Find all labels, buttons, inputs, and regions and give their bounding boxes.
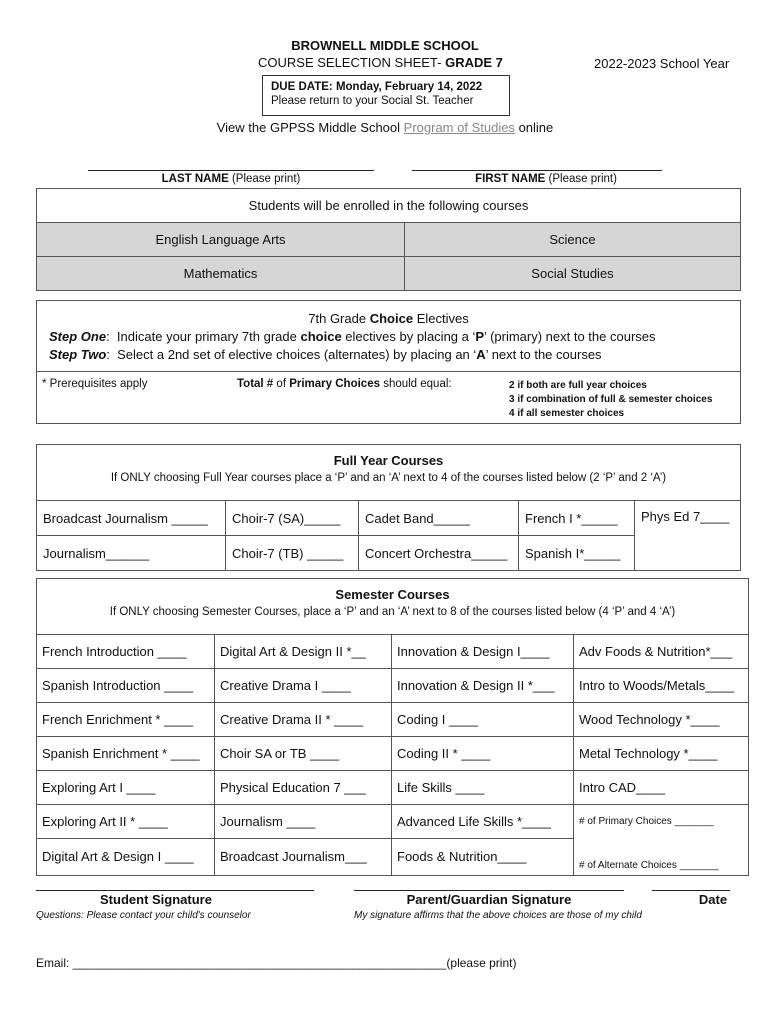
- course-option[interactable]: French Enrichment * ____: [37, 703, 215, 737]
- step-one-text-a: Indicate your primary 7th grade: [116, 329, 297, 344]
- email-field[interactable]: ________________________________________________________: [72, 956, 447, 970]
- step-two-text-a: Select a 2nd set of elective choices (alternates) by placing an ‘: [117, 347, 477, 362]
- course-option[interactable]: Digital Art & Design II *__: [215, 635, 392, 669]
- enrolled-courses-table: [36, 188, 741, 291]
- first-name-field[interactable]: [412, 156, 662, 171]
- course-option[interactable]: Spanish I*_____: [519, 536, 635, 571]
- course-option[interactable]: Choir-7 (SA)_____: [226, 501, 359, 536]
- step-one-p: P: [475, 329, 485, 344]
- first-name-label: [412, 173, 680, 185]
- course-option[interactable]: Metal Technology *____: [574, 737, 749, 771]
- course-option[interactable]: Coding II * ____: [392, 737, 574, 771]
- semester-instructions: If ONLY choosing Semester Courses, place a ‘P’ and an ‘A’ next to 8 of the courses listed below (4 ‘P’ and 4 ‘A’): [109, 606, 676, 618]
- total-choices-label: [237, 378, 452, 390]
- course-option[interactable]: Innovation & Design II *___: [392, 669, 574, 703]
- course-option[interactable]: Wood Technology *____: [574, 703, 749, 737]
- step-two: Step Two: Select a 2nd set of elective choices (alternates) by placing an ‘A’ next to the courses: [49, 347, 602, 362]
- rule-item: 2 if both are full year choices: [509, 380, 647, 391]
- course-option[interactable]: Digital Art & Design I ____: [37, 839, 215, 876]
- course-option[interactable]: Life Skills ____: [392, 771, 574, 805]
- course-option[interactable]: Broadcast Journalism___: [215, 839, 392, 876]
- course-option[interactable]: Intro to Woods/Metals____: [574, 669, 749, 703]
- course-option[interactable]: French I *_____: [519, 501, 635, 536]
- date-field[interactable]: [652, 876, 730, 891]
- step-one-bold: choice: [300, 329, 342, 344]
- full-year-courses-table: [36, 444, 741, 571]
- electives-title: [37, 311, 740, 326]
- total-rest: should equal:: [383, 378, 452, 390]
- first-name-label-note: (Please print): [548, 173, 617, 185]
- grade-label: GRADE 7: [445, 55, 503, 70]
- step-one: Step One: Indicate your primary 7th grade choice electives by placing a ‘P’ (primary) next to the courses: [49, 329, 656, 344]
- course-option[interactable]: Creative Drama I ____: [215, 669, 392, 703]
- course-option[interactable]: Spanish Introduction ____: [37, 669, 215, 703]
- view-prefix: View the GPPSS Middle School: [216, 120, 401, 135]
- email-label: Email:: [36, 956, 70, 970]
- full-year-title: Full Year Courses: [333, 453, 444, 468]
- rule-item: 3 if combination of full & semester choices: [509, 394, 713, 405]
- parent-signature-field[interactable]: [354, 876, 624, 891]
- course-option[interactable]: Coding I ____: [392, 703, 574, 737]
- course-option[interactable]: Creative Drama II * ____: [215, 703, 392, 737]
- sheet-title: [258, 55, 503, 70]
- course-english: English Language Arts: [37, 223, 405, 257]
- step-one-label: Step One: [49, 329, 107, 344]
- course-option[interactable]: Journalism ____: [215, 805, 392, 839]
- date-label: Date: [698, 892, 728, 907]
- course-option[interactable]: Phys Ed 7____: [635, 501, 741, 571]
- course-social-studies: Social Studies: [405, 257, 741, 291]
- course-option[interactable]: Broadcast Journalism _____: [37, 501, 226, 536]
- total-bold-1: Total #: [237, 378, 274, 390]
- electives-title-post: Electives: [416, 311, 469, 326]
- course-option[interactable]: Choir-7 (TB) _____: [226, 536, 359, 571]
- school-year: 2022-2023 School Year: [594, 56, 730, 71]
- first-name-label-bold: FIRST NAME: [475, 173, 546, 185]
- parent-signature-label: Parent/Guardian Signature: [406, 892, 572, 907]
- last-name-label: [88, 173, 374, 185]
- course-option[interactable]: Journalism______: [37, 536, 226, 571]
- course-option[interactable]: Foods & Nutrition____: [392, 839, 574, 876]
- course-option[interactable]: Choir SA or TB ____: [215, 737, 392, 771]
- primary-choices-count[interactable]: # of Primary Choices _______: [574, 805, 749, 839]
- course-option[interactable]: Exploring Art II * ____: [37, 805, 215, 839]
- electives-title-bold: Choice: [369, 311, 414, 326]
- sheet-prefix: COURSE SELECTION SHEET-: [258, 55, 442, 70]
- course-option[interactable]: Intro CAD____: [574, 771, 749, 805]
- course-option[interactable]: Spanish Enrichment * ____: [37, 737, 215, 771]
- affirm-note: My signature affirms that the above choices are those of my child: [354, 910, 642, 921]
- school-name: BROWNELL MIDDLE SCHOOL: [291, 38, 479, 53]
- due-date-box: [262, 75, 510, 116]
- course-option[interactable]: Concert Orchestra_____: [359, 536, 519, 571]
- last-name-label-bold: LAST NAME: [161, 173, 229, 185]
- last-name-label-note: (Please print): [231, 173, 301, 185]
- semester-header: [37, 579, 749, 635]
- enrolled-title: Students will be enrolled in the following courses: [37, 189, 741, 223]
- course-science: Science: [405, 223, 741, 257]
- email-note: (please print): [446, 956, 517, 970]
- course-option[interactable]: Exploring Art I ____: [37, 771, 215, 805]
- view-suffix: online: [518, 120, 554, 135]
- return-note: Please return to your Social St. Teacher: [271, 95, 474, 107]
- due-date: DUE DATE: Monday, February 14, 2022: [271, 81, 483, 93]
- prerequisites-note: * Prerequisites apply: [42, 378, 148, 390]
- alternate-choices-count[interactable]: # of Alternate Choices _______: [574, 839, 749, 876]
- semester-courses-table: [36, 578, 749, 876]
- course-option[interactable]: Adv Foods & Nutrition*___: [574, 635, 749, 669]
- electives-title-pre: 7th Grade: [308, 311, 367, 326]
- course-option[interactable]: French Introduction ____: [37, 635, 215, 669]
- full-year-header: [37, 445, 741, 501]
- full-year-instructions: If ONLY choosing Full Year courses place a ‘P’ and an ‘A’ next to 4 of the courses listed below (2 ‘P’ and 2 ‘A’): [110, 472, 667, 484]
- questions-note: Questions: Please contact your child's counselor: [36, 910, 251, 921]
- student-signature-label: Student Signature: [100, 892, 212, 907]
- choice-rules: [509, 379, 712, 421]
- step-one-text-c: ’ (primary) next to the courses: [484, 329, 656, 344]
- step-two-text-b: ’ next to the courses: [485, 347, 602, 362]
- last-name-field[interactable]: [88, 156, 374, 171]
- choice-electives-box: [36, 300, 741, 424]
- step-two-label: Step Two: [49, 347, 107, 362]
- step-one-text-b: electives by placing a ‘: [345, 329, 476, 344]
- course-option[interactable]: Innovation & Design I____: [392, 635, 574, 669]
- semester-title: Semester Courses: [335, 587, 450, 602]
- program-of-studies-link[interactable]: Program of Studies: [403, 120, 515, 135]
- rule-item: 4 if all semester choices: [509, 408, 625, 419]
- step-two-a: A: [476, 347, 486, 362]
- course-option[interactable]: Physical Education 7 ___: [215, 771, 392, 805]
- total-bold-2: Primary Choices: [289, 378, 380, 390]
- total-mid: of: [276, 378, 287, 390]
- course-math: Mathematics: [37, 257, 405, 291]
- course-option[interactable]: Advanced Life Skills *____: [392, 805, 574, 839]
- email-row: [36, 956, 516, 970]
- student-signature-field[interactable]: [36, 876, 314, 891]
- course-option[interactable]: Cadet Band_____: [359, 501, 519, 536]
- program-of-studies-line: [0, 120, 770, 135]
